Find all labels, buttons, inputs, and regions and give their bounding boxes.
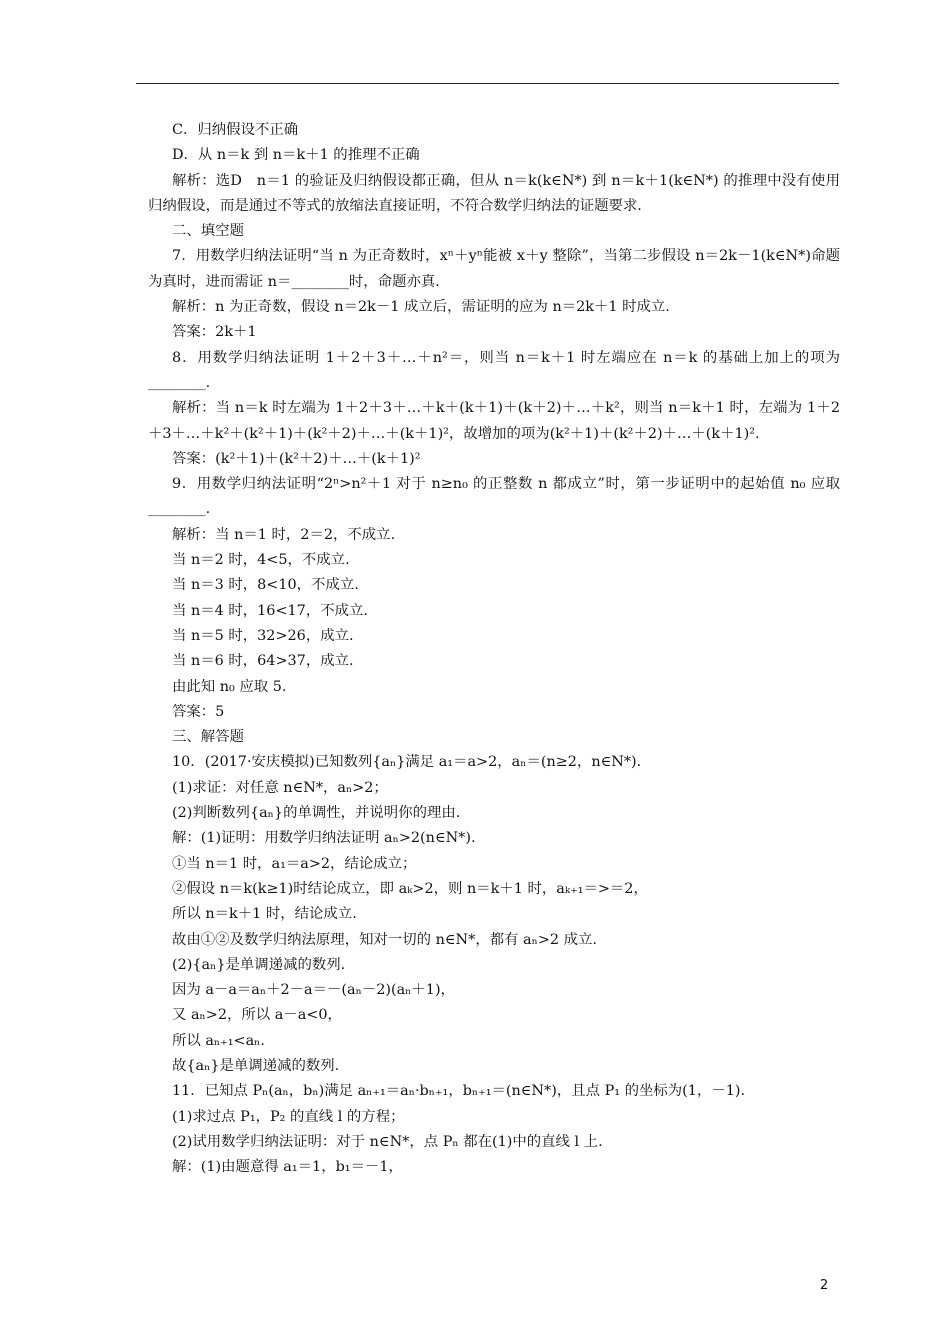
text-line: 解：(1)证明：用数学归纳法证明 aₙ>2(n∈N*). <box>172 830 476 847</box>
text-paragraph: 解析：当 n＝k 时左端为 1＋2＋3＋…＋k＋(k＋1)＋(k＋2)＋…＋k²，则当 n＝k＋1 时，左端为 1＋2＋3＋…＋k²＋(k²＋1)＋(k²＋2)＋…＋(k＋1)²，故增加的项为(k²＋1)＋(k²＋2)＋…＋(k＋1)². <box>148 400 840 442</box>
document-body <box>148 118 840 1180</box>
question-8: 8．用数学归纳法证明 1＋2＋3＋…＋n²＝，则当 n＝k＋1 时左端应在 n＝k 的基础上加上的项为________. <box>148 349 840 391</box>
question-9: 9．用数学归纳法证明“2ⁿ>n²＋1 对于 n≥n₀ 的正整数 n 都成立”时，第一步证明中的起始值 n₀ 应取________. <box>148 476 840 518</box>
text-line: 又 aₙ>2，所以 a－a<0， <box>172 1007 342 1024</box>
section-heading: 二、填空题 <box>172 223 244 240</box>
text-line: (2)试用数学归纳法证明：对于 n∈N*，点 Pₙ 都在(1)中的直线 l 上. <box>172 1133 603 1150</box>
text-line: 因为 a－a＝aₙ＋2－a＝－(aₙ－2)(aₙ＋1)， <box>172 982 455 999</box>
header-rule <box>136 83 839 84</box>
answer-line: 答案：2k＋1 <box>172 324 257 341</box>
text-line: 所以 n＝k＋1 时，结论成立. <box>172 906 357 923</box>
text-line: 当 n＝5 时，32>26，成立. <box>172 627 354 644</box>
text-line: C．归纳假设不正确 <box>172 122 299 138</box>
answer-line: 答案：5 <box>172 703 225 720</box>
question-10: 10．(2017·安庆模拟)已知数列{aₙ}满足 a₁＝a>2，aₙ＝(n≥2，n∈N*). <box>172 754 642 771</box>
text-line: (1)求证：对任意 n∈N*，aₙ>2； <box>172 779 388 796</box>
text-line: (2)判断数列{aₙ}的单调性，并说明你的理由. <box>172 805 461 822</box>
text-line: 所以 aₙ₊₁<aₙ. <box>172 1032 265 1049</box>
text-line: 当 n＝2 时，4<5，不成立. <box>172 552 350 569</box>
text-line: 当 n＝4 时，16<17，不成立. <box>172 602 368 619</box>
text-line: ②假设 n＝k(k≥1)时结论成立，即 aₖ>2，则 n＝k＋1 时，aₖ₊₁＝>＝2， <box>172 880 648 897</box>
text-line: 解：(1)由题意得 a₁＝1，b₁＝－1， <box>172 1159 403 1176</box>
text-line: (1)求过点 P₁，P₂ 的直线 l 的方程； <box>172 1108 405 1125</box>
text-line: 故由①②及数学归纳法原理，知对一切的 n∈N*，都有 aₙ>2 成立. <box>172 931 598 948</box>
text-paragraph: 解析：选D n＝1 的验证及归纳假设都正确，但从 n＝k(k∈N*) 到 n＝k＋1(k∈N*) 的推理中没有使用归纳假设，而是通过不等式的放缩法直接证明，不符合数学归纳法的证题要求. <box>148 172 840 214</box>
answer-line: 答案：(k²＋1)＋(k²＋2)＋…＋(k＋1)² <box>172 450 421 467</box>
section-heading: 三、解答题 <box>172 729 244 746</box>
text-line: (2){aₙ}是单调递减的数列. <box>172 956 346 973</box>
text-line: 当 n＝3 时，8<10，不成立. <box>172 577 359 594</box>
text-line: 故{aₙ}是单调递减的数列. <box>172 1057 340 1074</box>
text-line: 由此知 n₀ 应取 5. <box>172 678 287 695</box>
text-line: 当 n＝6 时，64>37，成立. <box>172 653 354 670</box>
text-line: ①当 n＝1 时，a₁＝a>2，结论成立； <box>172 855 417 872</box>
page-number: 2 <box>820 1278 829 1293</box>
text-line: 解析：n 为正奇数，假设 n＝2k－1 成立后，需证明的应为 n＝2k＋1 时成立. <box>172 299 670 316</box>
text-line: D．从 n＝k 到 n＝k＋1 的推理不正确 <box>172 147 420 164</box>
text-line: 解析：当 n＝1 时，2＝2，不成立. <box>172 526 396 543</box>
question-11: 11．已知点 Pₙ(aₙ，bₙ)满足 aₙ₊₁＝aₙ·bₙ₊₁，bₙ₊₁＝(n∈N*)，且点 P₁ 的坐标为(1，－1). <box>172 1083 746 1100</box>
question-7: 7．用数学归纳法证明“当 n 为正奇数时，xⁿ＋yⁿ能被 x＋y 整除”，当第二步假设 n＝2k－1(k∈N*)命题为真时，进而需证 n＝________时，命题亦真. <box>148 248 840 290</box>
